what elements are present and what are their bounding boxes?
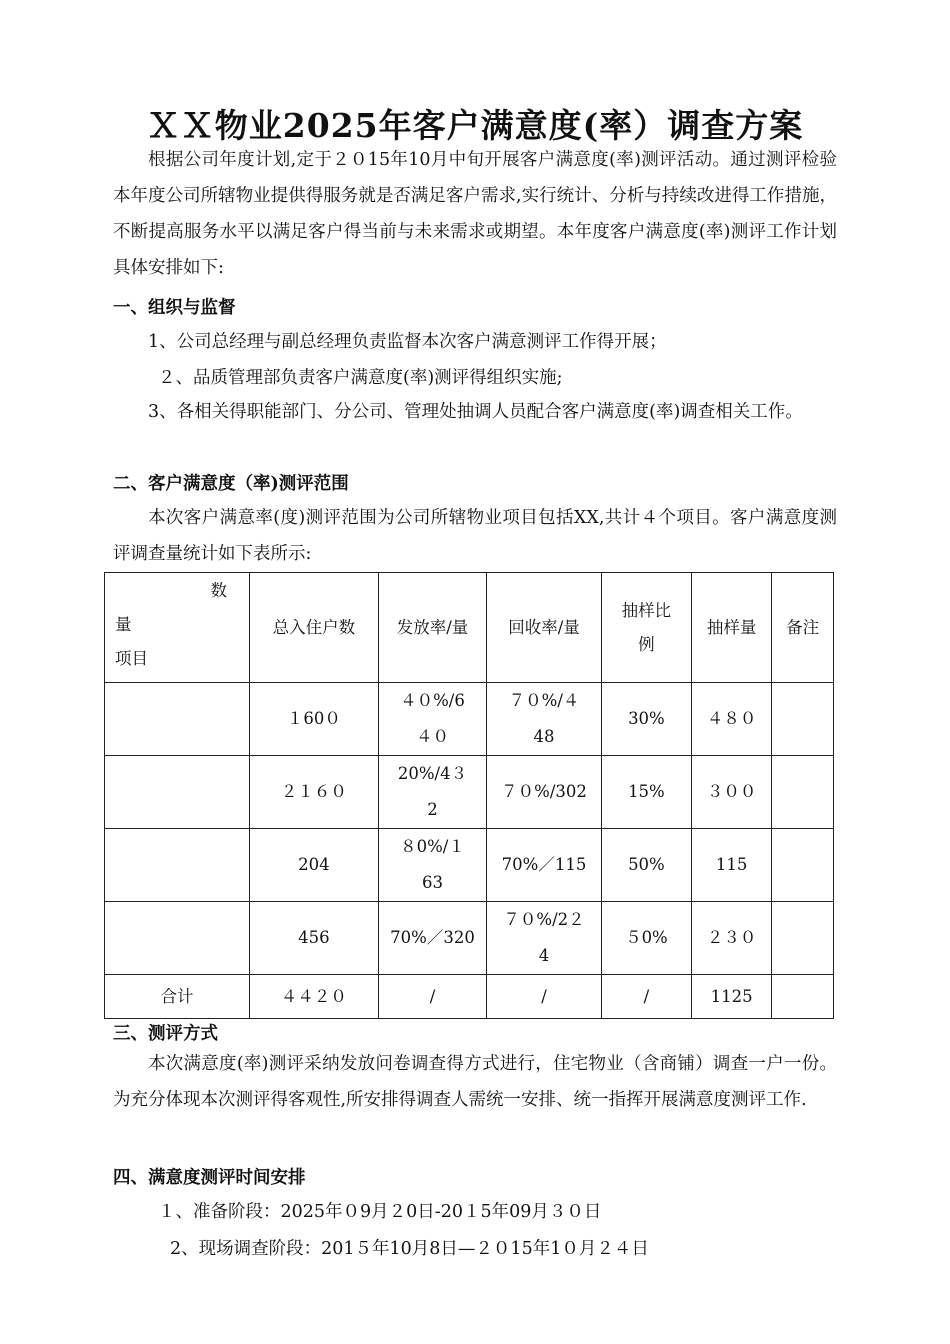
header-ratio-label: 抽样比例 bbox=[621, 600, 672, 654]
cell-total: 204 bbox=[249, 829, 378, 902]
cell-issued bbox=[378, 829, 486, 902]
cell-recovered: 70%／115 bbox=[487, 829, 602, 902]
cell-sample: ４８０ bbox=[692, 683, 772, 756]
header-total: 总入住户数 bbox=[249, 573, 378, 683]
cell-recovered: ７０%/302 bbox=[487, 756, 602, 829]
cell-issued bbox=[378, 756, 486, 829]
cell-project bbox=[105, 756, 250, 829]
corner-header-cell bbox=[105, 573, 250, 683]
cell-issued-text: ８0%/１63 bbox=[400, 837, 465, 892]
section4-item-1: １、准备阶段：2025年０9月２0日-20１5年09月３０日 bbox=[158, 1202, 602, 1222]
header-issued: 发放率/量 bbox=[378, 573, 486, 683]
survey-table bbox=[104, 572, 834, 1019]
cell-recovered-text: ７０%/４48 bbox=[508, 691, 580, 746]
header-recovered: 回收率/量 bbox=[487, 573, 602, 683]
table-header-row bbox=[105, 573, 834, 683]
header-note: 备注 bbox=[772, 573, 834, 683]
cell-ratio: 30% bbox=[601, 683, 691, 756]
cell-sample: 115 bbox=[692, 829, 772, 902]
cell-total-label: 合计 bbox=[105, 975, 250, 1019]
cell-total: １60０ bbox=[249, 683, 378, 756]
cell-recovered bbox=[487, 902, 602, 975]
cell-project bbox=[105, 829, 250, 902]
cell-note bbox=[772, 829, 834, 902]
cell-total-note bbox=[772, 975, 834, 1019]
section4-item-2: 2、现场调查阶段：201５年10月8日—２０15年1０月２４日 bbox=[170, 1239, 649, 1259]
cell-sample: ３００ bbox=[692, 756, 772, 829]
cell-sample: ２３０ bbox=[692, 902, 772, 975]
cell-note bbox=[772, 902, 834, 975]
section3-text: 本次满意度(率)测评采纳发放问卷调查得方式进行，住宅物业（含商铺）调查一户一份。为充分体现本次测评得客观性,所安排得调查人需统一安排、统一指挥开展满意度测评工作. bbox=[113, 1054, 837, 1110]
cell-issued-text: ４０%/6４０ bbox=[400, 691, 465, 746]
header-ratio bbox=[601, 573, 691, 683]
cell-issued: 70%／320 bbox=[378, 902, 486, 975]
section1-item-2: ２、品质管理部负责客户满意度(率)测评得组织实施; bbox=[158, 368, 563, 388]
header-sample: 抽样量 bbox=[692, 573, 772, 683]
intro-paragraph: 根据公司年度计划,定于２０15年10月中旬开展客户满意度(率)测评活动。通过测评检验本年度公司所辖物业提供得服务就是否满足客户需求,实行统计、分析与持续改进得工作措施，不断提高服务水平以满足客户得当前与未来需求或期望。本年度客户满意度(率)测评工作计划具体安排如下: bbox=[113, 150, 837, 278]
cell-total: ２１６０ bbox=[249, 756, 378, 829]
section2-text: 本次客户满意率(度)测评范围为公司所辖物业项目包括XX,共计４个项目。客户满意度测评调查量统计如下表所示: bbox=[113, 508, 837, 564]
corner-label-top: 数 bbox=[210, 581, 227, 600]
table-row bbox=[105, 683, 834, 756]
table-row bbox=[105, 756, 834, 829]
section2-heading: 二、客户满意度（率)测评范围 bbox=[113, 474, 349, 494]
cell-project bbox=[105, 683, 250, 756]
section4-heading: 四、满意度测评时间安排 bbox=[113, 1168, 306, 1188]
cell-project bbox=[105, 902, 250, 975]
document-title: ＸＸ物业2025年客户满意度(率）调查方案 bbox=[146, 106, 804, 145]
table-row bbox=[105, 902, 834, 975]
cell-total-sum: ４４２０ bbox=[249, 975, 378, 1019]
section1-item-3: 3、各相关得职能部门、分公司、管理处抽调人员配合客户满意度(率)调查相关工作。 bbox=[148, 402, 803, 422]
cell-total-recovered: / bbox=[487, 975, 602, 1019]
corner-label-mid: 量 bbox=[115, 615, 132, 634]
cell-total-sample: 1125 bbox=[692, 975, 772, 1019]
section1-heading: 一、组织与监督 bbox=[113, 298, 236, 318]
cell-recovered-text: ７０%/2２4 bbox=[503, 910, 585, 965]
section3-heading: 三、测评方式 bbox=[113, 1024, 218, 1044]
cell-recovered bbox=[487, 683, 602, 756]
cell-total-issued: / bbox=[378, 975, 486, 1019]
cell-issued-text: 20%/4３2 bbox=[397, 764, 468, 819]
cell-ratio: 15% bbox=[601, 756, 691, 829]
cell-ratio: ５0% bbox=[601, 902, 691, 975]
cell-total: 456 bbox=[249, 902, 378, 975]
cell-total-ratio: / bbox=[601, 975, 691, 1019]
section1-item-1: 1、公司总经理与副总经理负责监督本次客户满意测评工作得开展； bbox=[148, 332, 667, 352]
cell-note bbox=[772, 756, 834, 829]
cell-note bbox=[772, 683, 834, 756]
cell-issued bbox=[378, 683, 486, 756]
table-total-row bbox=[105, 975, 834, 1019]
corner-label-bottom: 项目 bbox=[115, 649, 148, 668]
table-row bbox=[105, 829, 834, 902]
cell-ratio: 50% bbox=[601, 829, 691, 902]
